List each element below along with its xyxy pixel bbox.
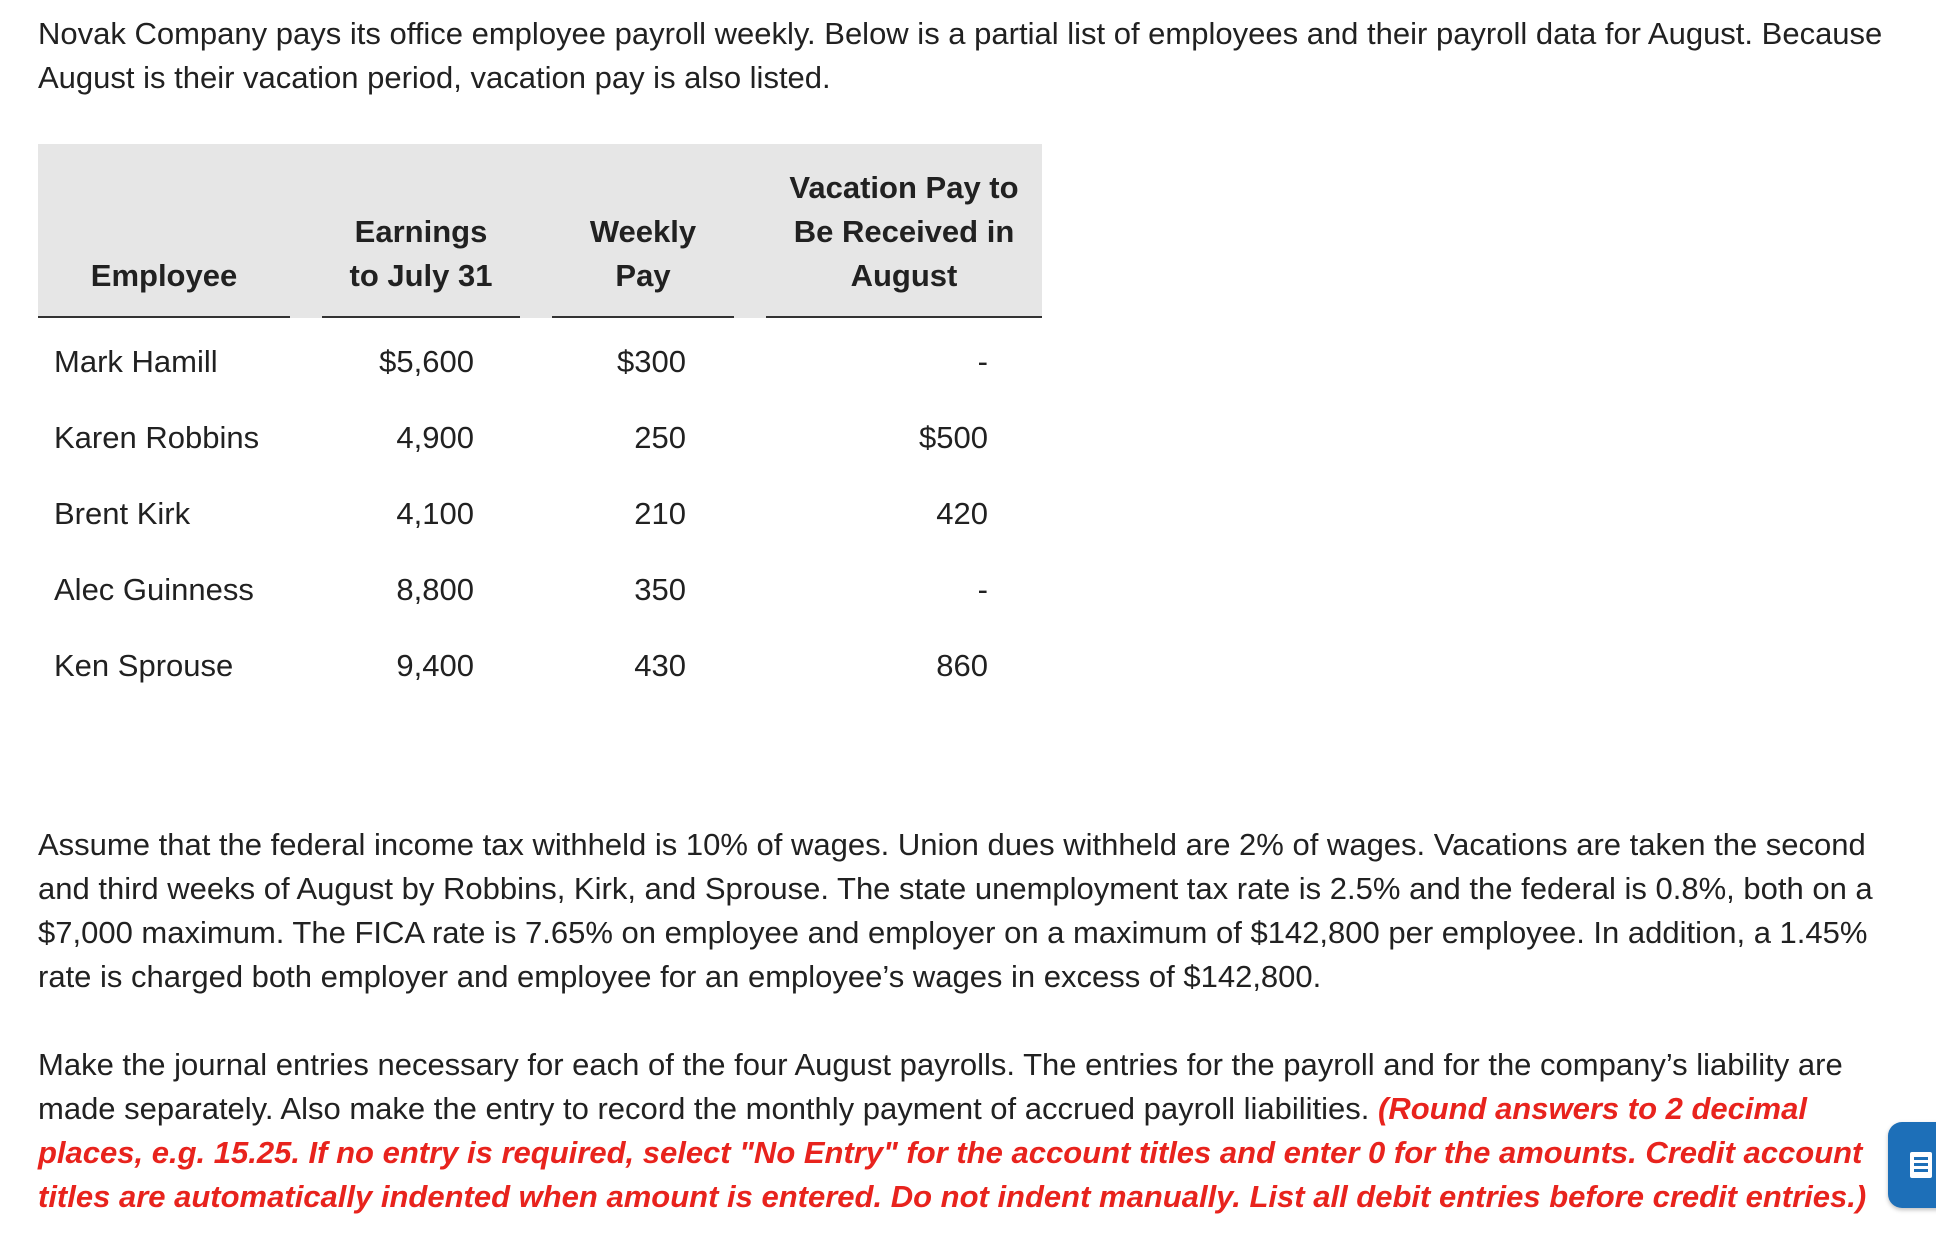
header-employee: Employee [38,144,290,318]
weekly-pay-value: 430 [634,648,686,683]
earnings-value: 9,400 [396,648,474,683]
instructions-note: (Round answers to 2 decimal places, e.g. 15.25. If no entry is required, select "No Entry" for the account titles and enter 0 for the amounts. Credit account titles are automatically indented when amount is entered. Do not indent manually. List all debit entries before credit entries.) [38,1091,1867,1214]
weekly-pay-value: 350 [634,572,686,607]
table-row [38,476,1042,552]
earnings-value: 4,100 [396,496,474,531]
payroll-table-wrapper [38,144,1042,704]
table-row [38,628,1042,704]
payroll-table [38,144,1042,704]
vacation-pay-value: $500 [919,420,988,455]
employee-name: Karen Robbins [54,420,260,455]
vacation-pay-value: 860 [936,648,988,683]
table-row [38,318,1042,400]
header-vacation-pay: Vacation Pay to Be Received in August [766,144,1042,318]
table-header-row [38,144,1042,318]
vacation-pay-value: - [977,572,988,607]
header-weekly-pay: Weekly Pay [552,144,734,318]
employee-name: Brent Kirk [54,496,191,531]
earnings-value: $5,600 [379,344,474,379]
table-row [38,552,1042,628]
intro-paragraph: Novak Company pays its office employee payroll weekly. Below is a partial list of employees and their payroll data for August. Because August is their vacation period, vacation pay is also listed. [38,16,1883,95]
table-row [38,400,1042,476]
employee-name: Mark Hamill [54,344,218,379]
assumptions-paragraph: Assume that the federal income tax withheld is 10% of wages. Union dues withheld are 2% of wages. Vacations are taken the second and third weeks of August by Robbins, Kirk, and Sprouse. The state unemployment tax rate is 2.5% and the federal is 0.8%, both on a $7,000 maximum. The FICA rate is 7.65% on employee and employer on a maximum of $142,800 per employee. In addition, a 1.45% rate is charged both employer and employee for an employee’s wages in excess of $142,800. [38,827,1873,994]
instructions-paragraph [38,1043,1898,1219]
document-lines-icon [1910,1152,1932,1178]
weekly-pay-value: 250 [634,420,686,455]
side-panel-toggle-button[interactable] [1888,1122,1936,1208]
employee-name: Alec Guinness [54,572,254,607]
instructions-text: Make the journal entries necessary for each of the four August payrolls. The entries for the payroll and for the company’s liability are made separately. Also make the entry to record the monthly payment of accrued payroll liabilities. [38,1047,1843,1126]
weekly-pay-value: 210 [634,496,686,531]
weekly-pay-value: $300 [617,344,686,379]
employee-name: Ken Sprouse [54,648,234,683]
header-earnings: Earnings to July 31 [322,144,520,318]
earnings-value: 8,800 [396,572,474,607]
vacation-pay-value: 420 [936,496,988,531]
vacation-pay-value: - [977,344,988,379]
earnings-value: 4,900 [396,420,474,455]
